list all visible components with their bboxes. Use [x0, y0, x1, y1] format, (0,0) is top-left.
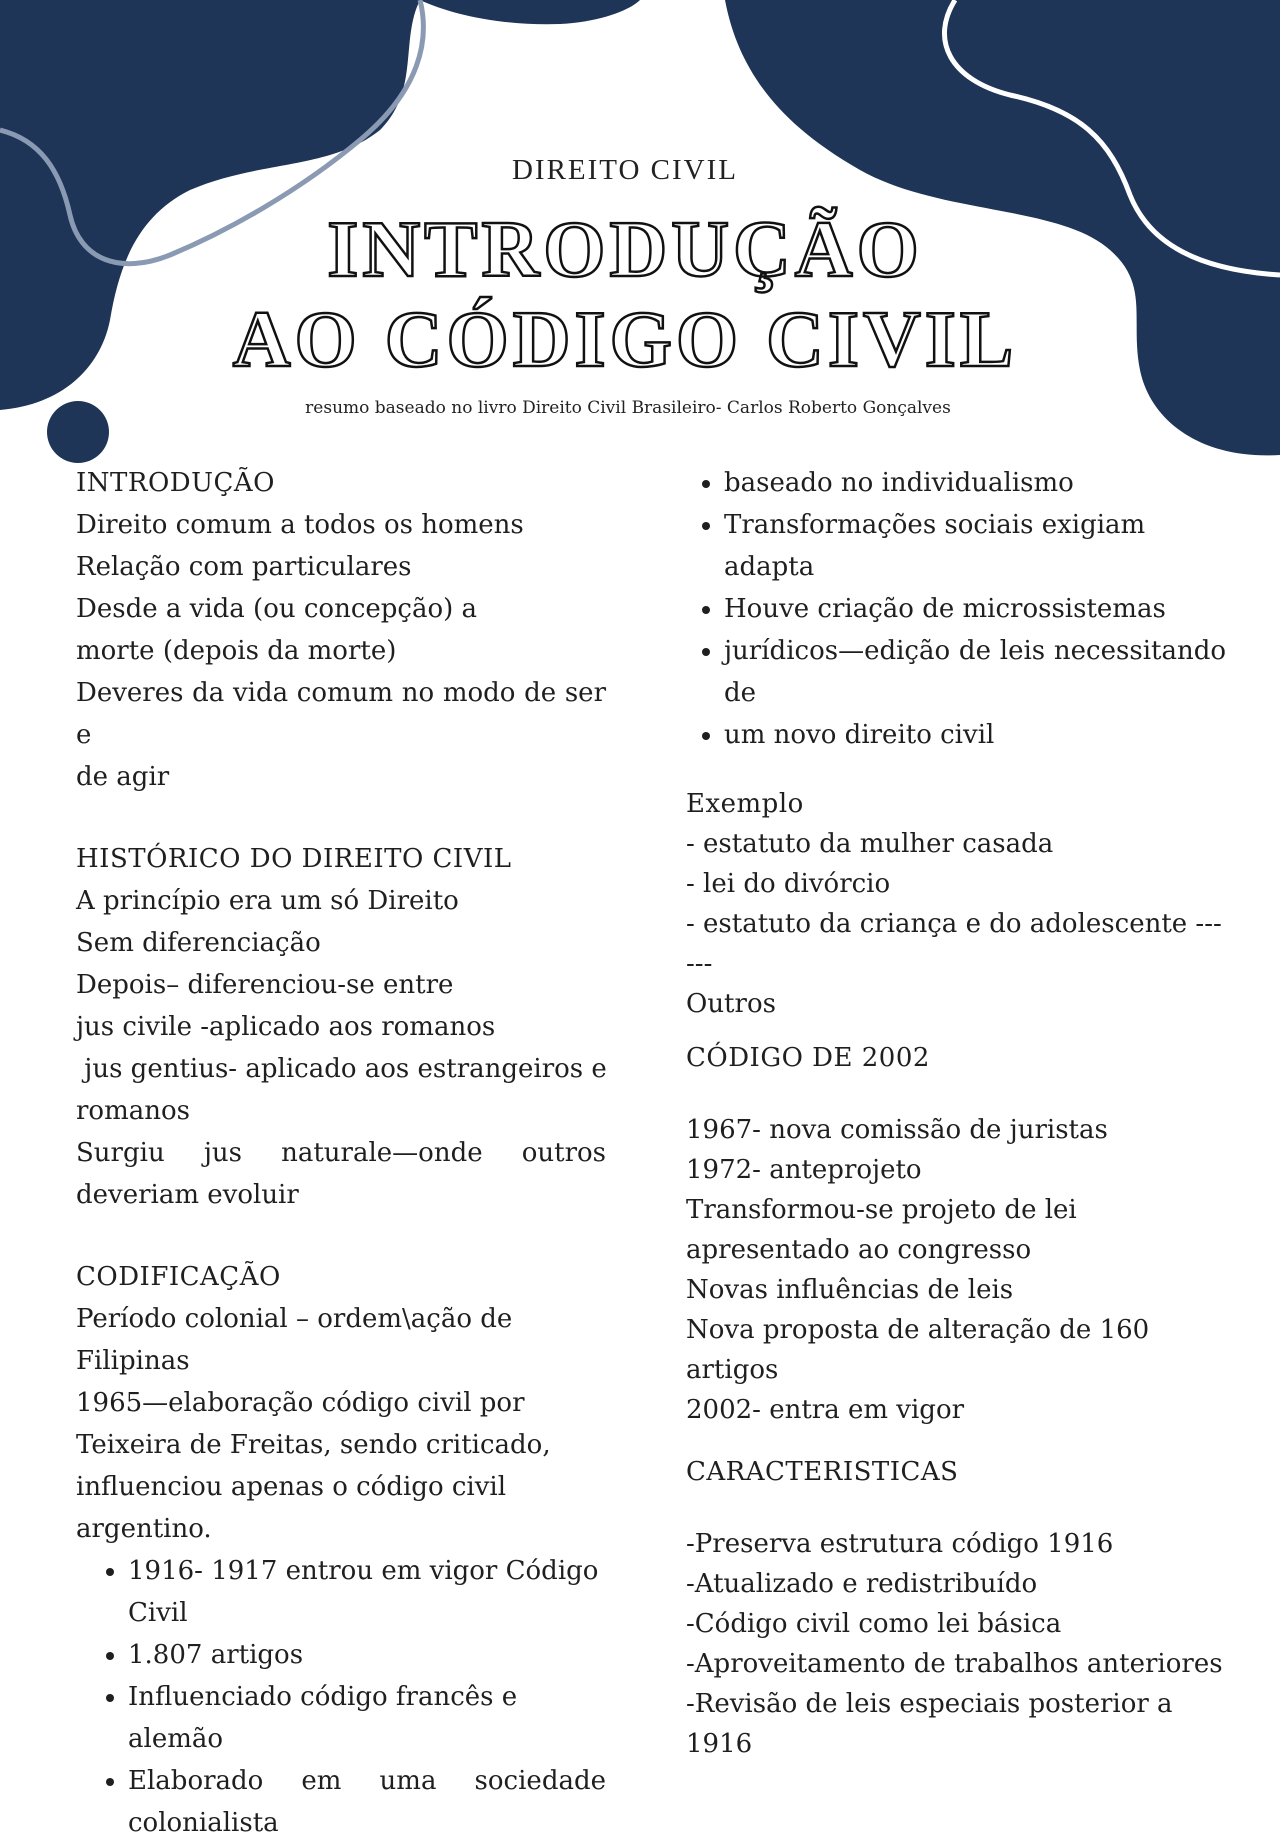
section-heading: Exemplo [686, 789, 804, 819]
title-line-1: INTRODUÇÃO [327, 206, 923, 294]
section-caracteristicas [686, 1452, 1226, 1764]
list-item: • Houve criação de microssistemas [724, 588, 1226, 630]
text-line: de agir [76, 762, 170, 792]
text-line: argentino. [76, 1514, 212, 1544]
text-line: deveriam evoluir [76, 1180, 299, 1210]
list-item: • Elaborado em uma sociedade colonialista [128, 1760, 606, 1844]
text-line: 1967- nova comissão de juristas [686, 1115, 1108, 1145]
text-line: Transformou-se projeto de lei [686, 1195, 1077, 1225]
text-line: Direito comum a todos os homens [76, 510, 524, 540]
section-historico [76, 838, 606, 1216]
document-subtitle: resumo baseado no livro Direito Civil Brasileiro- Carlos Roberto Gonçalves [305, 398, 951, 418]
top-center-blob [420, 0, 640, 24]
text-line: -Preserva estrutura código 1916 [686, 1529, 1114, 1559]
text-line: Outros [686, 989, 776, 1019]
section-exemplo [686, 784, 1226, 1024]
text-line: jus gentius- aplicado aos estrangeiros e [76, 1054, 607, 1084]
left-column [76, 462, 606, 1844]
list-item: • jurídicos—edição de leis necessitando de [724, 630, 1226, 714]
list-item: • Transformações sociais exigiam adapta [724, 504, 1226, 588]
list-item: • baseado no individualismo [724, 462, 1226, 504]
section-heading: HISTÓRICO DO DIREITO CIVIL [76, 844, 512, 874]
list-item: • 1916- 1917 entrou em vigor Código Civil [128, 1550, 606, 1634]
text-line: - estatuto da mulher casada [686, 829, 1054, 859]
text-line: -Código civil como lei básica [686, 1609, 1062, 1639]
text-line: - estatuto da criança e do adolescente ------ [686, 909, 1222, 979]
text-line: -Aproveitamento de trabalhos anteriores [686, 1649, 1223, 1679]
text-line: Teixeira de Freitas, sendo criticado, [76, 1430, 551, 1460]
text-line: Sem diferenciação [76, 928, 321, 958]
text-line: Surgiu jus naturale—onde outros [76, 1138, 606, 1168]
text-line: -Revisão de leis especiais posterior a [686, 1689, 1173, 1719]
bullet-list [76, 1550, 606, 1844]
text-line: Novas influências de leis [686, 1275, 1014, 1305]
text-line: Desde a vida (ou concepção) a [76, 594, 478, 624]
document-title [0, 205, 1250, 385]
section-introducao [76, 462, 606, 798]
section-heading: CÓDIGO DE 2002 [686, 1043, 930, 1073]
text-line: 2002- entra em vigor [686, 1395, 965, 1425]
list-item: • 1.807 artigos [128, 1634, 606, 1676]
text-line: Nova proposta de alteração de 160 [686, 1315, 1150, 1345]
text-line: - lei do divórcio [686, 869, 891, 899]
text-line: Período colonial – ordem\ação de Filipinas [76, 1304, 513, 1376]
section-heading: CARACTERISTICAS [686, 1457, 959, 1487]
text-line: Depois– diferenciou-se entre [76, 970, 454, 1000]
text-line: 1916 [686, 1729, 753, 1759]
right-column [686, 462, 1226, 1764]
text-line: artigos [686, 1355, 779, 1385]
bullet-list [686, 462, 1226, 756]
text-line: -Atualizado e redistribuído [686, 1569, 1038, 1599]
section-codigo-2002 [686, 1038, 1226, 1430]
text-line: influenciou apenas o código civil [76, 1472, 507, 1502]
text-line: A princípio era um só Direito [76, 886, 459, 916]
text-line: Deveres da vida comum no modo de ser e [76, 678, 606, 750]
section-heading: INTRODUÇÃO [76, 468, 275, 498]
list-item: • Influenciado código francês e alemão [128, 1676, 606, 1760]
section-codificacao [76, 1256, 606, 1844]
section-heading: CODIFICAÇÃO [76, 1262, 281, 1292]
title-line-2: AO CÓDIGO CIVIL [232, 296, 1018, 384]
document-category: DIREITO CIVIL [511, 154, 738, 186]
text-line: 1965—elaboração código civil por [76, 1388, 525, 1418]
text-line: jus civile -aplicado aos romanos [76, 1012, 496, 1042]
text-line: apresentado ao congresso [686, 1235, 1032, 1265]
text-line: Relação com particulares [76, 552, 412, 582]
text-line: morte (depois da morte) [76, 636, 397, 666]
text-line: romanos [76, 1096, 190, 1126]
text-line: 1972- anteprojeto [686, 1155, 922, 1185]
list-item: • um novo direito civil [724, 714, 1226, 756]
